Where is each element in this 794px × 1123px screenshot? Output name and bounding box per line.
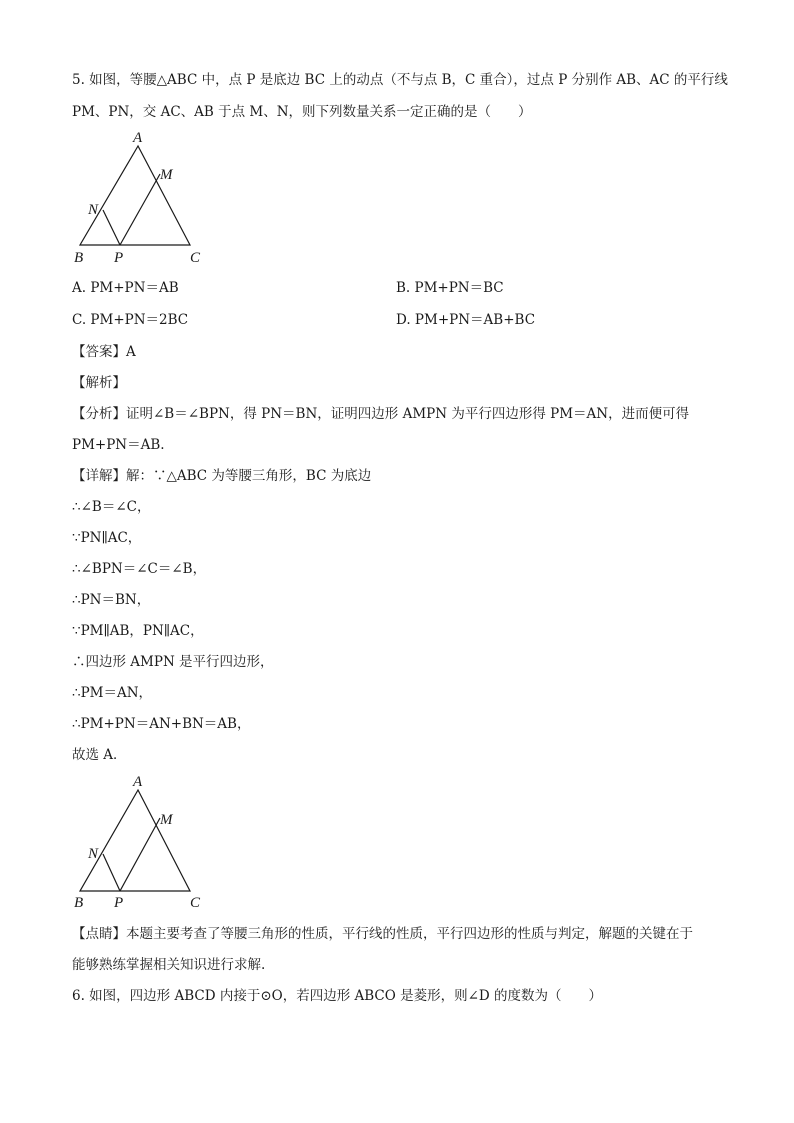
answer-line: 【答案】A bbox=[72, 344, 136, 360]
option-c: C. PM+PN＝2BC bbox=[72, 312, 189, 328]
label-c: C bbox=[190, 895, 201, 910]
label-c: C bbox=[190, 250, 201, 266]
step-line: ∴PM+PN＝AN+BN＝AB， bbox=[72, 716, 251, 732]
step-line: ∴∠BPN＝∠C＝∠B， bbox=[72, 561, 207, 577]
triangle-figure-2 bbox=[72, 770, 212, 910]
segment-pm bbox=[120, 174, 160, 245]
option-b: B. PM+PN＝BC bbox=[396, 280, 504, 296]
label-a: A bbox=[133, 774, 143, 790]
option-d: D. PM+PN＝AB+BC bbox=[396, 312, 536, 328]
label-m: M bbox=[160, 812, 173, 828]
step-line: ∴∠B＝∠C， bbox=[72, 499, 151, 515]
segment-pm bbox=[120, 818, 160, 891]
label-n: N bbox=[88, 202, 99, 218]
step-line: ∴PM＝AN， bbox=[72, 685, 153, 701]
triangle-figure-1 bbox=[72, 126, 212, 266]
triangle-abc bbox=[80, 790, 190, 891]
label-m: M bbox=[160, 167, 173, 183]
q5-stem-line2: PM、PN，交 AC、AB 于点 M、N，则下列数量关系一定正确的是（ ） bbox=[72, 104, 532, 120]
triangle-abc bbox=[80, 146, 190, 245]
step-line: ∴四边形 AMPN 是平行四边形， bbox=[72, 654, 274, 670]
step-line: 【详解】解：∵△ABC 为等腰三角形，BC 为底边 bbox=[72, 468, 372, 484]
step-line: 故选 A． bbox=[72, 747, 127, 763]
analysis-header: 【解析】 bbox=[72, 375, 126, 391]
label-b: B bbox=[74, 250, 84, 266]
q6-stem-line1: 6. 如图，四边形 ABCD 内接于⊙O，若四边形 ABCO 是菱形，则∠D 的度数为（ ） bbox=[72, 988, 603, 1004]
label-p: P bbox=[114, 250, 124, 266]
dianjing-line2: 能够熟练掌握相关知识进行求解. bbox=[72, 957, 266, 973]
step-line: ∵PM∥AB，PN∥AC， bbox=[72, 623, 204, 639]
label-b: B bbox=[74, 895, 84, 910]
label-a: A bbox=[133, 130, 143, 146]
fenxi-line1: 【分析】证明∠B＝∠BPN，得 PN＝BN，证明四边形 AMPN 为平行四边形得 PM＝AN，进而便可得 bbox=[72, 406, 690, 422]
label-p: P bbox=[114, 895, 124, 910]
dianjing-line1: 【点睛】本题主要考查了等腰三角形的性质，平行线的性质，平行四边形的性质与判定，解题的关键在于 bbox=[72, 926, 693, 942]
label-n: N bbox=[88, 846, 99, 862]
step-line: ∵PN∥AC， bbox=[72, 530, 142, 546]
option-a: A. PM+PN＝AB bbox=[72, 280, 179, 296]
fenxi-line2: PM+PN＝AB. bbox=[72, 437, 165, 453]
step-line: ∴PN＝BN， bbox=[72, 592, 151, 608]
segment-pn bbox=[103, 854, 120, 891]
segment-pn bbox=[103, 210, 120, 245]
q5-stem-line1: 5. 如图，等腰△ABC 中，点 P 是底边 BC 上的动点（不与点 B，C 重合），过点 P 分别作 AB、AC 的平行线 bbox=[72, 72, 728, 88]
